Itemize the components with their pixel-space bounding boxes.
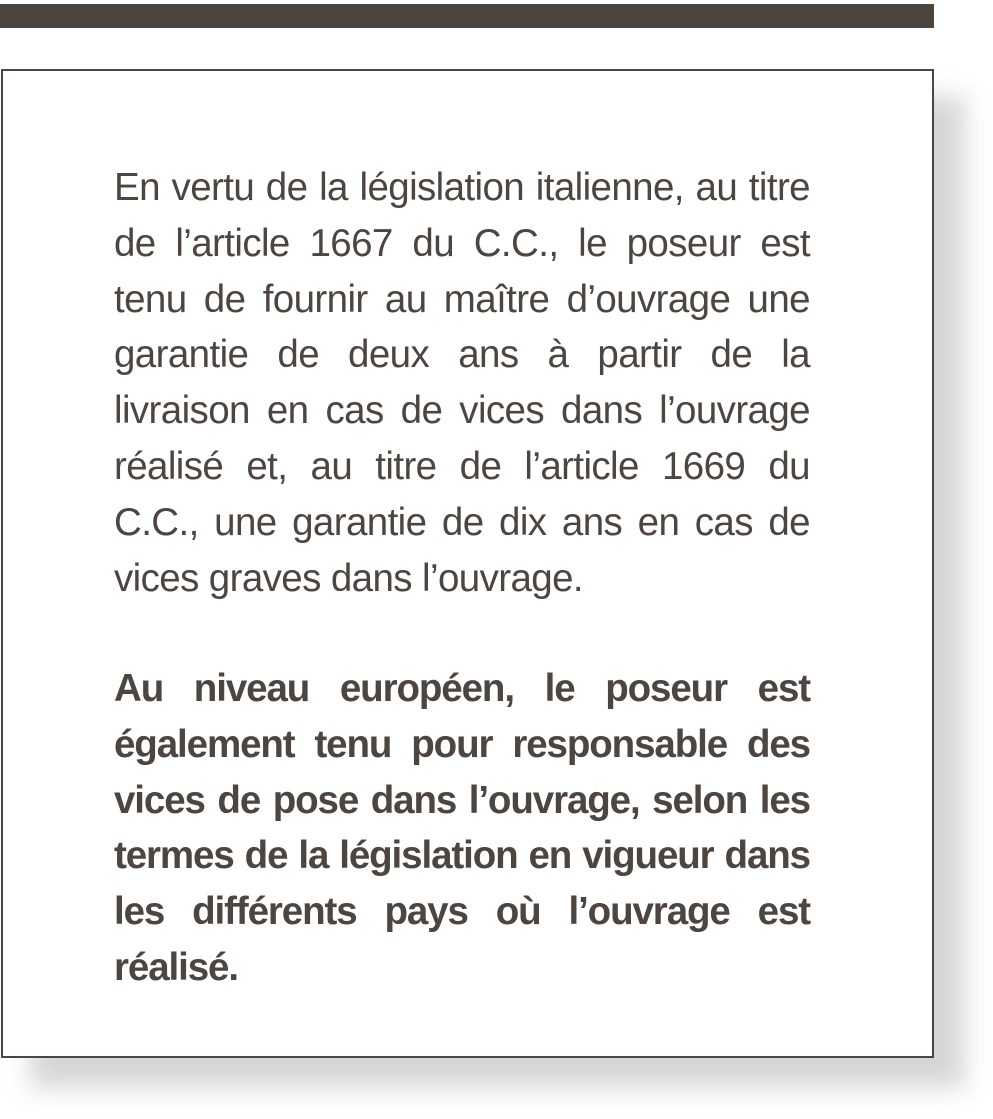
header-bar (0, 4, 934, 28)
warranty-european-paragraph: Au niveau européen, le poseur est également tenu pour responsable des vices de pose dans l’ouvrage, selon les termes de la législation en vigueur dans les différents pays où l’ouvrage est réalisé. (114, 667, 810, 989)
warranty-italian-paragraph: En vertu de la législation italienne, au titre de l’article 1667 du C.C., le poseur est tenu de fournir au maître d’ouvrage une garantie de deux ans à partir de la livraison en cas de vices dans l’ouvrage réalisé et, au titre de l’article 1669 du C.C., une garantie de dix ans en cas de vices graves dans l’ouvrage. (114, 166, 810, 600)
